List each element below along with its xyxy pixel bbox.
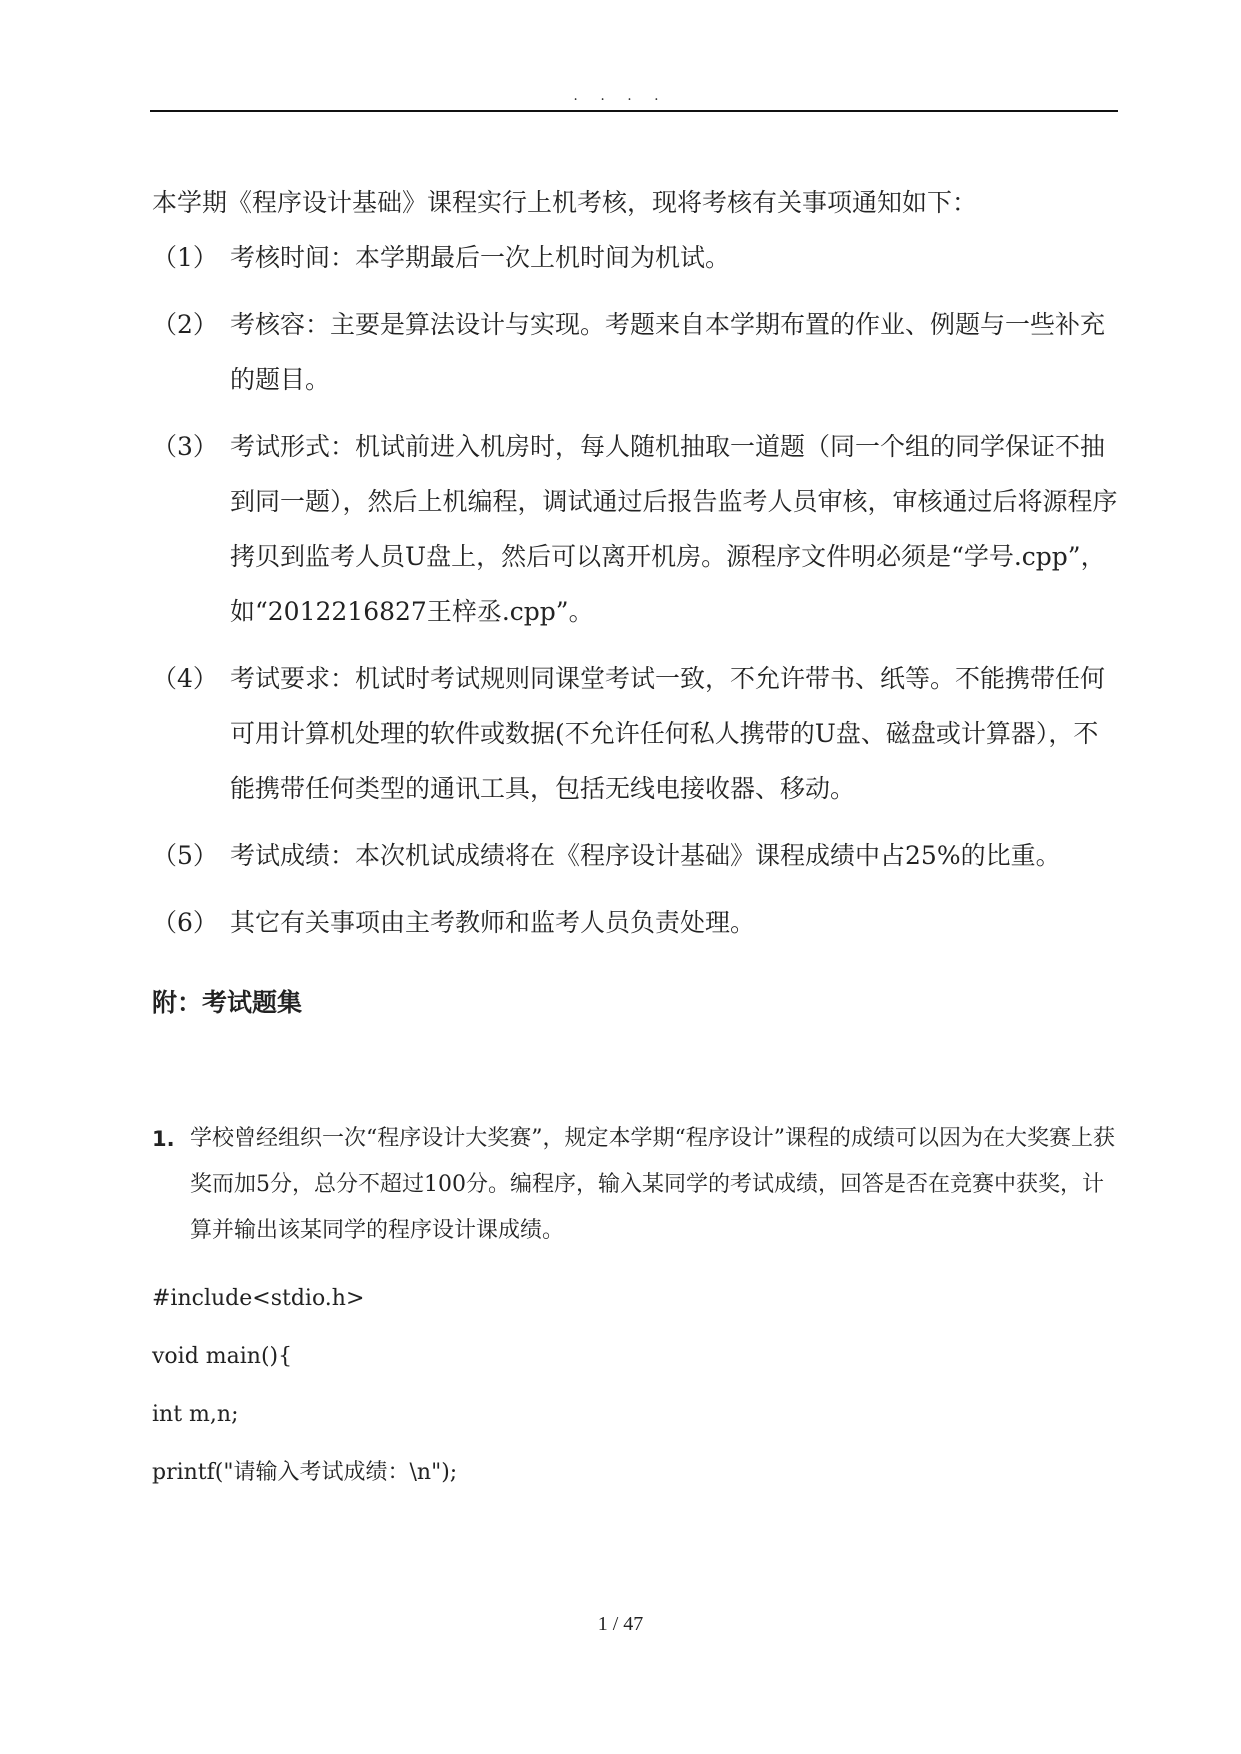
code-line: printf("请输入考试成绩：\n");	[152, 1460, 458, 1485]
item-number: （3）	[152, 432, 218, 461]
header-dots: . . . .	[573, 88, 668, 104]
item-number: （4）	[152, 664, 218, 693]
list-item	[152, 230, 1118, 285]
item-text: 考核时间：本学期最后一次上机时间为机试。	[230, 243, 731, 272]
question-number: 1.	[152, 1127, 175, 1151]
appendix-heading: 附：考试题集	[152, 988, 303, 1017]
document-body	[152, 176, 1118, 1502]
question-item	[152, 1116, 1118, 1254]
item-number: （6）	[152, 908, 218, 937]
code-line: int m,n;	[152, 1402, 239, 1427]
item-text: 考试形式：机试前进入机房时，每人随机抽取一道题（同一个组的同学保证不抽到同一题），然后上机编程，调试通过后报告监考人员审核，审核通过后将源程序拷贝到监考人员U盘上，然后可以离开机房。源程序文件明必须是“学号.cpp”，如“2012216827王梓丞.cpp”。	[230, 432, 1118, 626]
list-item	[152, 297, 1118, 407]
question-text: 学校曾经组织一次“程序设计大奖赛”，规定本学期“程序设计”课程的成绩可以因为在大奖赛上获奖而加5分，总分不超过100分。编程序，输入某同学的考试成绩，回答是否在竞赛中获奖，计算并输出该某同学的程序设计课成绩。	[190, 1126, 1115, 1243]
item-number: （2）	[152, 310, 218, 339]
page-number: 1 / 47	[597, 1613, 644, 1635]
item-number: （1）	[152, 243, 218, 272]
list-item	[152, 828, 1118, 883]
list-item	[152, 895, 1118, 950]
intro-paragraph: 本学期《程序设计基础》课程实行上机考核，现将考核有关事项通知如下：	[152, 188, 978, 217]
item-text: 其它有关事项由主考教师和监考人员负责处理。	[230, 908, 756, 937]
list-item	[152, 419, 1118, 639]
code-line: void main(){	[152, 1344, 293, 1369]
item-text: 考试成绩：本次机试成绩将在《程序设计基础》课程成绩中占25%的比重。	[230, 841, 1061, 870]
item-text: 考试要求：机试时考试规则同课堂考试一致，不允许带书、纸等。不能携带任何可用计算机处理的软件或数据(不允许任何私人携带的U盘、磁盘或计算器），不能携带任何类型的通讯工具，包括无线电接收器、移动。	[230, 664, 1106, 803]
item-number: （5）	[152, 841, 218, 870]
code-line: #include<stdio.h>	[152, 1286, 365, 1311]
header-rule	[150, 110, 1118, 112]
list-item	[152, 651, 1118, 816]
item-text: 考核容：主要是算法设计与实现。考题来自本学期布置的作业、例题与一些补充的题目。	[230, 310, 1106, 394]
